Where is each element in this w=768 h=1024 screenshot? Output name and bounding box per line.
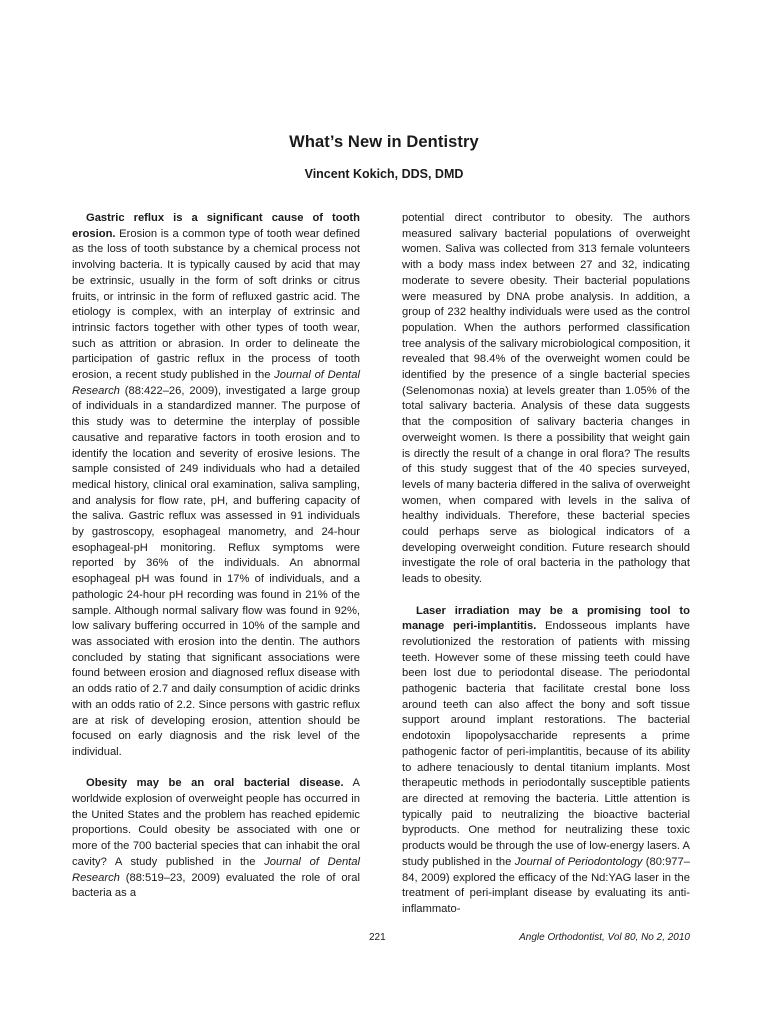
left-column (72, 211, 360, 902)
paragraph-text: (88:519–23, 2009) evaluated the role of oral bacteria as a (72, 871, 360, 900)
journal-name: Journal of Dental Research (72, 369, 360, 397)
paragraph-obesity-continued: potential direct contributor to obesity. The authors measured salivary bacterial populations of overweight women. Saliva was collected from 313 female volunteers with a body mass index between 27 and 32, indicating moderate to severe obesity. Their bacterial populations were measured by DNA probe analysis. In addition, a group of 232 healthy individuals were used as the control population. When the authors performed classification tree analysis of the salivary microbiological composition, it revealed that 98.4% of the overweight women could be identified by the presence of a single bacterial species (Selenomonas noxia) at levels greater than 1.05% of the total salivary bacteria. Analysis of these data suggests that the composition of salivary bacteria changes in overweight women. Is there a possibility that weight gain is directly the result of a change in oral flora? The results of this study suggest that of the 40 species surveyed, levels of many bacteria differed in the saliva of overweight women, when compared with levels in the saliva of healthy individuals. Therefore, these bacterial species could perhaps serve as biological indicators of a developing overweight condition. Future research should investigate the role of oral bacteria in the pathology that leads to obesity. (402, 212, 690, 586)
paragraph-heading: Laser irradiation may be a promising tool to manage peri-implantitis. (402, 604, 690, 633)
paragraph-text: Endosseous implants have revolutionized the restoration of patients with missing teeth. However some of these missing teeth could have been lost due to periodontal disease. The periodontal pathogenic bacteria that facilitate crestal bone loss around teeth can also affect the bony and soft tissue support around implant restorations. The bacterial endotoxin lipopolysaccharide represents a prime pathogenic factor of peri-implantitis, because of its ability to adhere tenaciously to dental titanium implants. Most therapeutic methods in periodontally susceptible patients are directed at removing the bacteria. Little attention is typically paid to neutralizing the bioactive bacterial byproducts. One method for neutralizing these toxic products would be through the use of low-energy lasers. A study published in the (402, 620, 690, 868)
right-column (402, 211, 690, 918)
paragraph-heading: Gastric reflux is a significant cause of tooth erosion. (72, 212, 360, 240)
paragraph-text: (80:977–84, 2009) explored the efficacy of the Nd:YAG laser in the treatment of peri-implant disease by evaluating its anti-inflammato- (402, 855, 690, 915)
article-title: What’s New in Dentistry (289, 133, 479, 151)
paragraph-obesity (72, 776, 360, 902)
article-author: Vincent Kokich, DDS, DMD (304, 167, 464, 181)
paragraph-gastric-reflux (72, 211, 360, 761)
paragraph-text: A worldwide explosion of overweight people has occurred in the United States and the problem has reached epidemic proportions. Could obesity be associated with one or more of the 700 bacterial species that can inhabit the oral cavity? A study published in the (72, 777, 360, 868)
paragraph-laser-irradiation (402, 604, 690, 918)
paragraph-text: (88:422–26, 2009), investigated a large group of individuals in a standardized manner. The purpose of this study was to determine the interplay of possible causative and reparative factors in tooth erosion and to identify the location and severity of erosive lesions. The sample consisted of 249 individuals who had a detailed medical history, clinical oral examination, saliva sampling, and analysis for flow rate, pH, and buffering capacity of the saliva. Gastric reflux was assessed in 91 individuals by gastroscopy, esophageal manometry, and 24-hour esophageal-pH monitoring. Reflux symptoms were reported by 36% of the individuals. An abnormal esophageal pH was found in 17% of individuals, and a pathologic 24-hour pH recording was found in 21% of the sample. Although normal salivary flow was found in 92%, low salivary buffering occurred in 10% of the sample and was associated with erosion into the dentin. The authors concluded by stating that significant associations were found between erosion and diagnosed reflux disease with an odds ratio of 2.7 and daily consumption of acidic drinks with an odds ratio of 2.2. Since persons with gastric reflux are at risk of developing erosion, attention should be focused on early diagnosis and the risk level of the individual. (72, 384, 360, 758)
journal-name: Journal of Periodontology (514, 855, 643, 868)
journal-reference: Angle Orthodontist, Vol 80, No 2, 2010 (519, 932, 690, 943)
paragraph-text: Erosion is a common type of tooth wear defined as the loss of tooth substance by a chemical process not involving bacteria. It is typically caused by acid that may be extrinsic, usually in the form of soft drinks or citrus fruits, or intrinsic in the form of refluxed gastric acid. The etiology is complex, with an interplay of extrinsic and intrinsic factors together with other types of tooth wear, such as attrition or abrasion. In order to delineate the participation of gastric reflux in the process of tooth erosion, a recent study published in the (72, 227, 360, 382)
journal-name: Journal of Dental Research (72, 855, 360, 884)
paragraph-heading: Obesity may be an oral bacterial disease. (86, 777, 344, 790)
page-number: 221 (369, 932, 386, 943)
